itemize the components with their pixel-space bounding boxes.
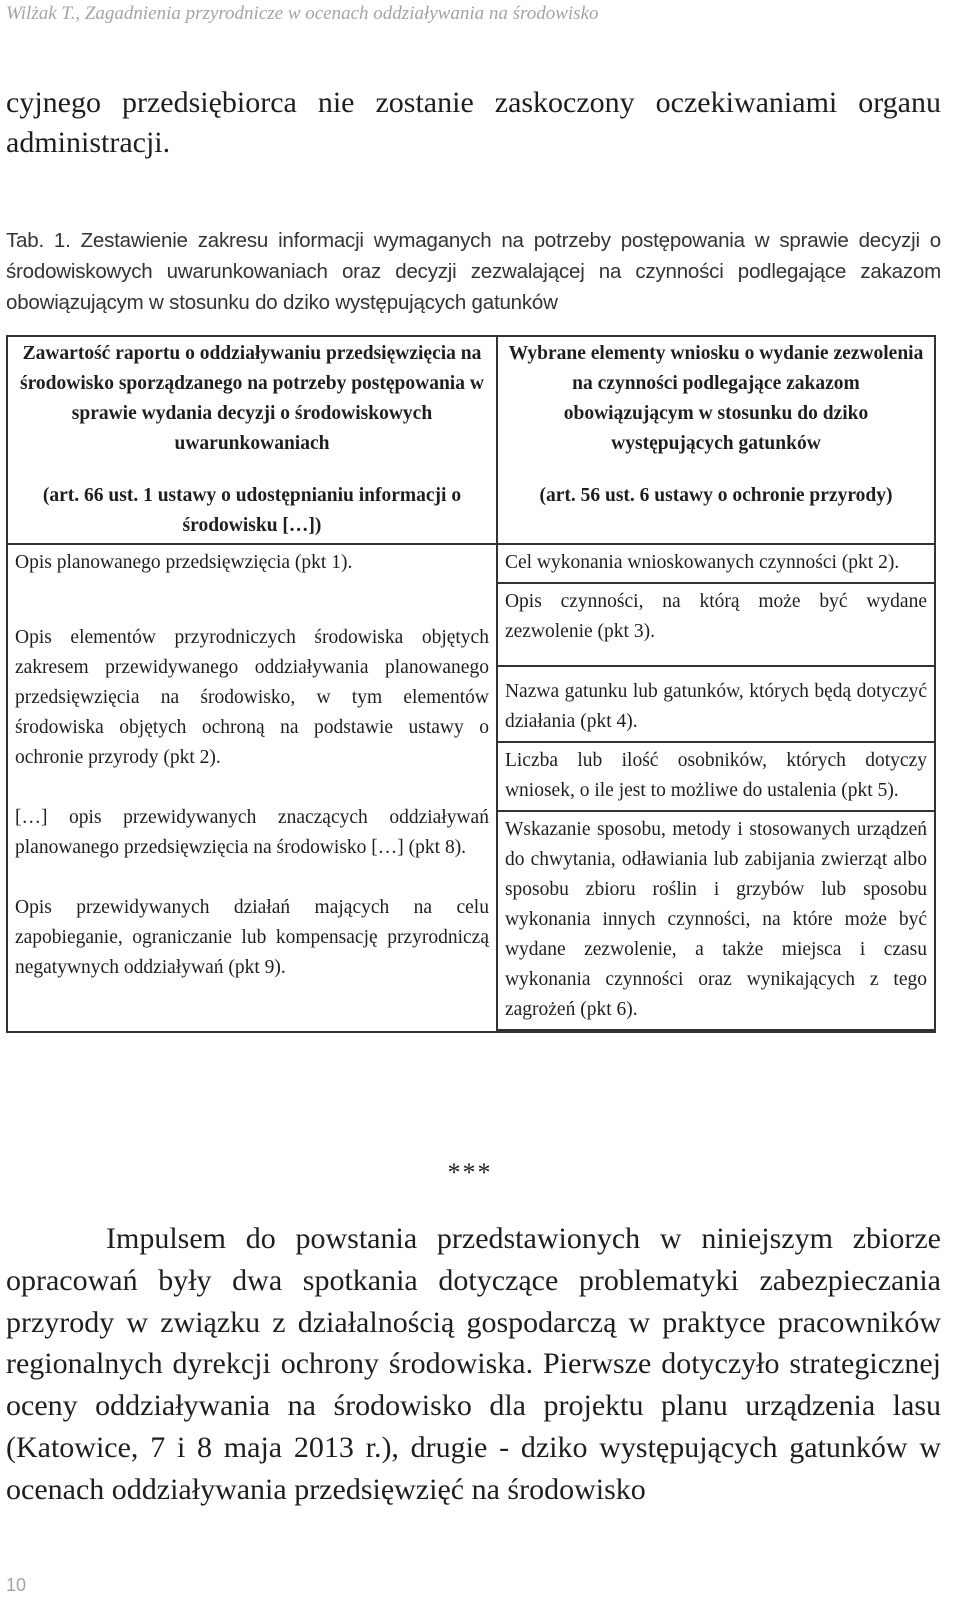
left-item: Opis planowanego przedsięwzięcia (pkt 1). [15,552,353,573]
left-item: Opis elementów przyrodniczych środowiska objętych zakresem przewidywanego oddziaływania planowanego przedsięwzięcia na środowisko, w tym elementów środowiska objętych ochroną na podstawie ustawy o ochronie przyrody (pkt 2). [15,627,489,768]
right-header-reference: (art. 56 ust. 6 ustawy o ochronie przyrody) [539,485,893,506]
table-row [7,544,935,583]
right-item: Cel wykonania wnioskowanych czynności (pkt 2). [497,544,935,583]
section-separator: *** [447,1158,493,1187]
right-item: Wskazanie sposobu, metody i stosowanych urządzeń do chwytania, odławiania lub zabijania zwierząt albo sposobu zbioru roślin i grzybów lub sposobu wykonania innych czynności, na które może być wydane zezwolenie, a także miejsca i czasu wykonania czynności oraz wynikających z tego zagrożeń (pkt 6). [497,811,935,1030]
right-item: Liczba lub ilość osobników, których dotyczy wniosek, o ile jest to możliwe do ustalenia (pkt 5). [497,742,935,811]
running-header: Wilżak T., Zagadnienia przyrodnicze w ocenach oddziaływania na środowisko [6,3,599,24]
page-number: 10 [6,1575,27,1595]
left-column-content [7,544,497,1032]
table-spacer-cell [497,1030,935,1032]
left-header-reference: (art. 66 ust. 1 ustawy o udostępnianiu informacji o środowisku […]) [42,485,462,536]
right-column-header [497,336,935,544]
right-item: Opis czynności, na którą może być wydane zezwolenie (pkt 3). [497,583,935,666]
right-header-text: Wybrane elementy wniosku o wydanie zezwolenia na czynności podlegające zakazom obowiązującym w stosunku do dziko występujących gatunków [508,343,924,454]
left-item: Opis przewidywanych działań mających na celu zapobieganie, ograniczanie lub kompensację przyrodniczą negatywnych oddziaływań (pkt 9). [15,897,489,978]
closing-paragraph: Impulsem do powstania przedstawionych w niniejszym zbiorze opracowań były dwa spotkania dotyczące problematyki zabezpieczania przyrody w związku z działalnością gospodarczą w praktyce pracowników regionalnych dyrekcji ochrony środowiska. Pierwsze dotyczyło strategicznej oceny oddziaływania na środowisko dla projektu planu urządzenia lasu (Katowice, 7 i 8 maja 2013 r.), drugie - dziko występujących gatunków w ocenach oddziaływania przedsięwzięć na środowisko [6,1222,941,1506]
left-item: […] opis przewidywanych znaczących oddziaływań planowanego przedsięwzięcia na środowisko […] (pkt 8). [15,807,489,858]
left-column-header [7,336,497,544]
right-item: Nazwa gatunku lub gatunków, których będą dotyczyć działania (pkt 4). [497,666,935,742]
intro-paragraph: cyjnego przedsiębiorca nie zostanie zaskoczony oczekiwaniami organu administracji. [6,86,941,159]
left-header-text: Zawartość raportu o oddziaływaniu przedsięwzięcia na środowisko sporządzanego na potrzeby postępowania w sprawie wydania decyzji o środowiskowych uwarunkowaniach [20,343,484,454]
table-header-row [7,336,935,544]
table-caption: Tab. 1. Zestawienie zakresu informacji wymaganych na potrzeby postępowania w sprawie decyzji o środowiskowych uwarunkowaniach oraz decyzji zezwalającej na czynności podlegające zakazom obowiązującym w stosunku do dziko występujących gatunków [6,229,941,314]
comparison-table [6,335,936,1033]
